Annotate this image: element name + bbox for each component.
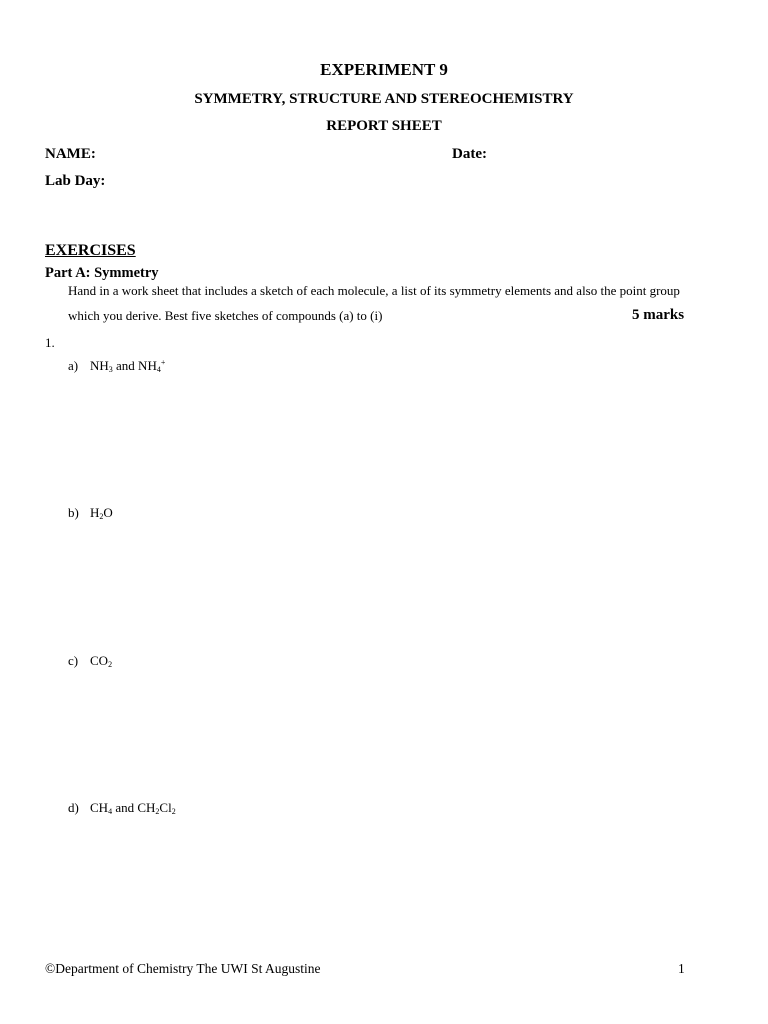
formula-part: 2 [108,660,113,669]
formula-part: 2 [99,512,104,521]
name-label: NAME: [45,146,96,162]
part-a-heading: Part A: Symmetry [45,265,159,281]
exercise-item-d [68,800,176,816]
formula-part: and NH [112,358,157,373]
exercise-item-a [68,358,165,374]
instruction-line-1: Hand in a work sheet that includes a sketch of each molecule, a list of its symmetry elements and also the point group [68,283,680,298]
exercises-heading: EXERCISES [45,242,136,259]
exercise-item-b [68,505,113,521]
instruction-line-2: which you derive. Best five sketches of compounds (a) to (i) [68,308,383,323]
item-formula [90,358,165,373]
item-formula [90,653,112,668]
item-letter: c) [68,653,79,668]
item-letter: b) [68,505,79,520]
report-sheet-heading: REPORT SHEET [326,118,442,134]
formula-part: 2 [155,807,160,816]
formula-part: Cl [159,800,172,815]
exercise-item-c [68,653,112,669]
item-formula [90,505,113,520]
formula-part: NH [90,358,109,373]
formula-part: H [90,505,100,520]
formula-part: CH [90,800,109,815]
formula-part: CO [90,653,109,668]
item-letter: a) [68,358,79,373]
formula-part: 4 [108,807,113,816]
formula-part: O [103,505,113,520]
date-label: Date: [452,146,487,162]
marks-label: 5 marks [632,307,685,323]
item-formula [90,800,176,815]
lab-day-label: Lab Day: [45,173,106,189]
formula-part: 2 [171,807,176,816]
page-subtitle: SYMMETRY, STRUCTURE AND STEREOCHEMISTRY [194,91,574,107]
page-number: 1 [678,961,685,976]
footer-copyright: ©Department of Chemistry The UWI St Augustine [45,961,321,976]
question-number: 1. [45,335,55,350]
formula-part: and CH [112,800,156,815]
item-letter: d) [68,800,79,815]
formula-part: + [160,358,166,367]
page-title: EXPERIMENT 9 [320,60,448,79]
formula-part: 4 [156,365,161,374]
formula-part: 3 [108,365,113,374]
